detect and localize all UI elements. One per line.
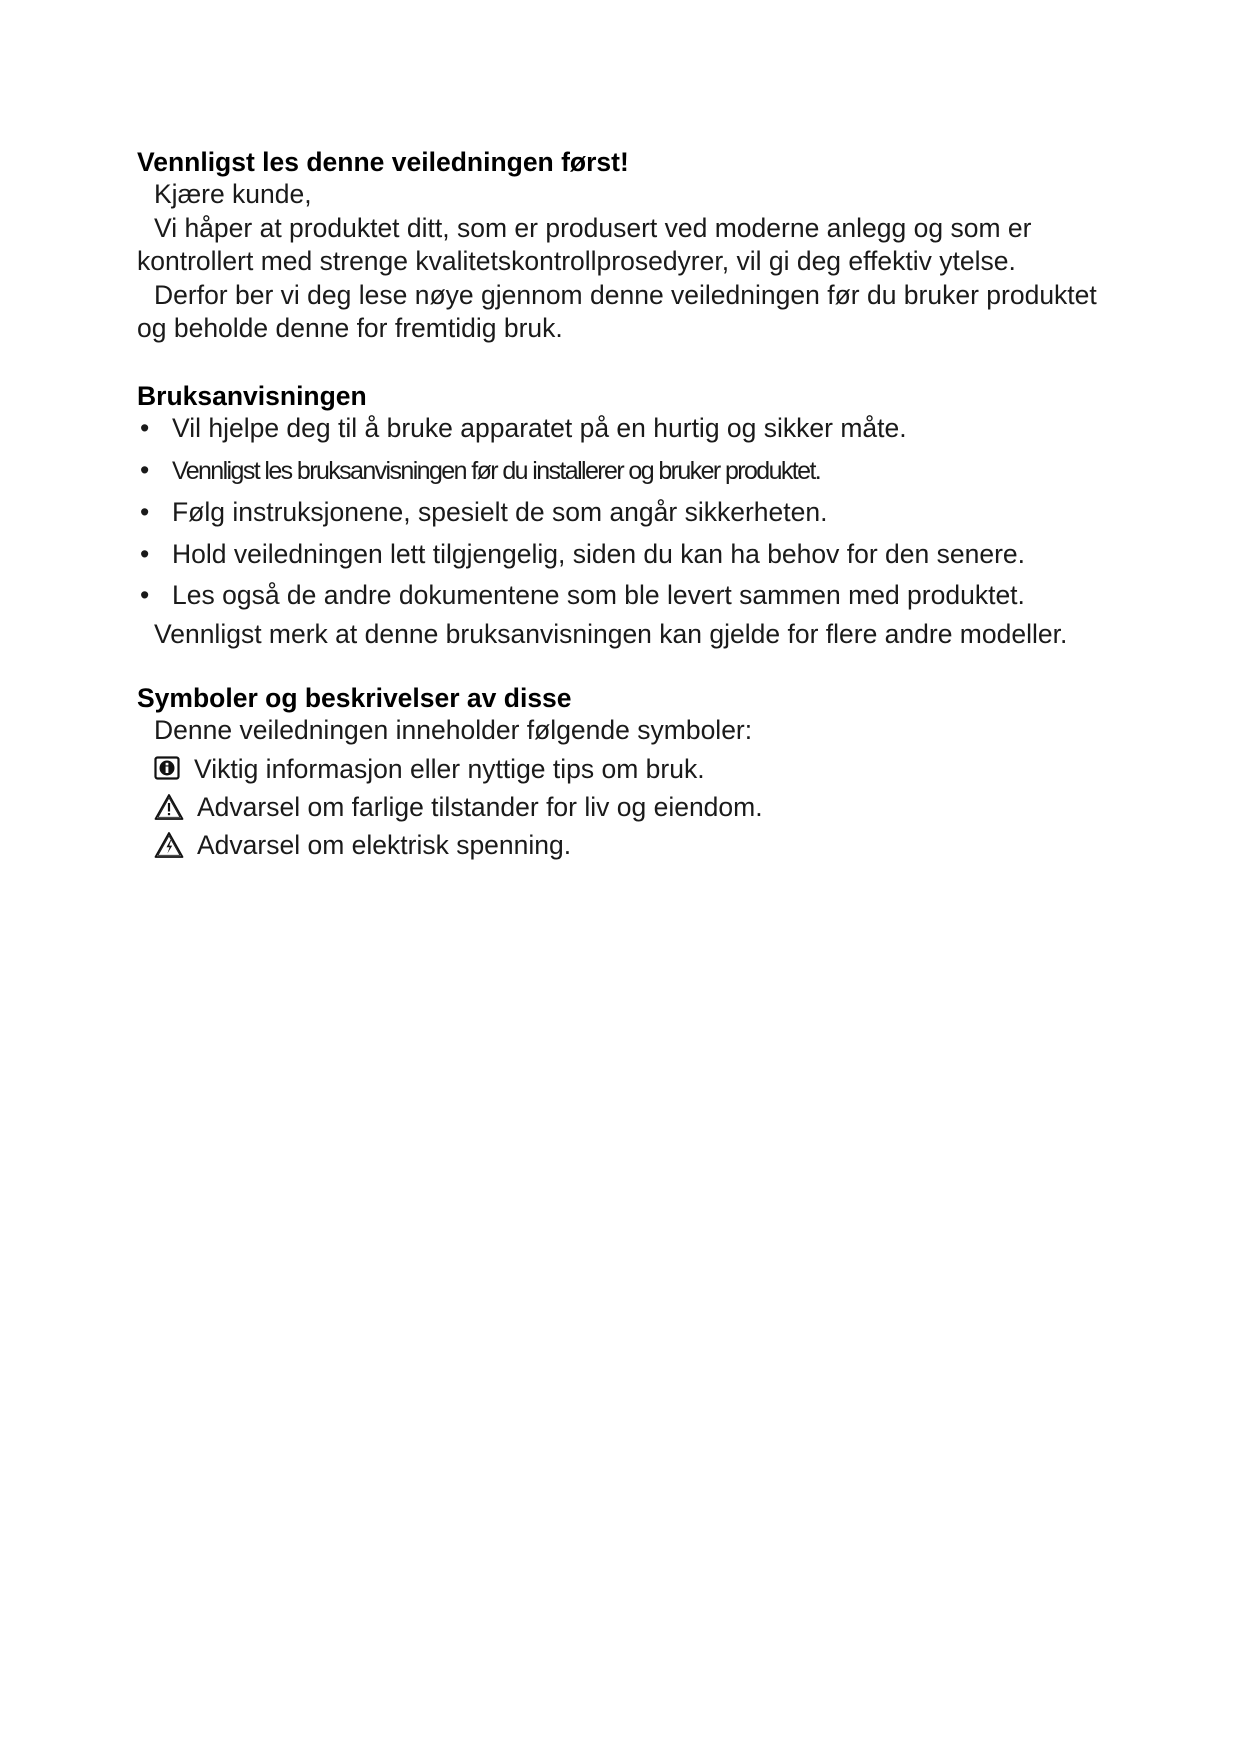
info-icon bbox=[154, 755, 184, 783]
greeting: Kjære kunde, bbox=[154, 179, 312, 209]
bullet-icon: • bbox=[140, 538, 150, 569]
bullet-icon: • bbox=[140, 454, 150, 485]
intro-title: Vennligst les denne veiledningen først! bbox=[137, 147, 629, 177]
bullet-icon: • bbox=[140, 580, 150, 610]
symbol-text: Advarsel om farlige tilstander for liv og eiendom. bbox=[197, 791, 763, 822]
intro-paragraph-1-line-1: Vi håper at produktet ditt, som er produsert ved moderne anlegg og som er bbox=[154, 212, 1032, 243]
intro-section bbox=[137, 146, 1127, 346]
symbol-row-warning bbox=[137, 791, 1127, 824]
symbol-text: Viktig informasjon eller nyttige tips om bruk. bbox=[194, 753, 705, 784]
bullet-icon: • bbox=[140, 413, 150, 443]
bullet-icon: • bbox=[140, 497, 150, 527]
list-item-text: Vennligst les bruksanvisningen før du installerer og bruker produktet. bbox=[172, 456, 821, 485]
electric-warning-icon bbox=[154, 831, 184, 859]
list-item-text: Følg instruksjonene, spesielt de som angår sikkerheten. bbox=[172, 497, 828, 527]
symbols-title: Symboler og beskrivelser av disse bbox=[137, 683, 572, 713]
symbol-row-info bbox=[137, 753, 1127, 786]
manual-bullet-list bbox=[137, 412, 1127, 612]
list-item-text: Vil hjelpe deg til å bruke apparatet på en hurtig og sikker måte. bbox=[172, 413, 907, 443]
list-item bbox=[137, 496, 1127, 529]
symbol-row-electric bbox=[137, 829, 1127, 862]
intro-paragraph-2-line-1: Derfor ber vi deg lese nøye gjennom denne veiledningen før du bruker produktet bbox=[154, 279, 1097, 310]
list-item-text: Hold veiledningen lett tilgjengelig, siden du kan ha behov for den senere. bbox=[172, 538, 1026, 569]
warning-triangle-icon bbox=[154, 793, 184, 821]
symbol-text: Advarsel om elektrisk spenning. bbox=[197, 829, 572, 860]
list-item bbox=[137, 454, 1127, 488]
symbols-intro: Denne veiledningen inneholder følgende symboler: bbox=[154, 715, 753, 745]
list-item bbox=[137, 538, 1127, 571]
manual-section bbox=[137, 380, 1127, 677]
symbols-section bbox=[137, 682, 1127, 862]
list-item-text: Les også de andre dokumentene som ble levert sammen med produktet. bbox=[172, 580, 1025, 610]
list-item bbox=[137, 579, 1127, 612]
list-item bbox=[137, 412, 1127, 445]
intro-paragraph-1-line-2: kontrollert med strenge kvalitetskontrollprosedyrer, vil gi deg effektiv ytelse. bbox=[137, 246, 1016, 276]
manual-note: Vennligst merk at denne bruksanvisningen kan gjelde for flere andre modeller. bbox=[154, 618, 1068, 649]
intro-paragraph-2-line-2: og beholde denne for fremtidig bruk. bbox=[137, 313, 563, 343]
manual-title: Bruksanvisningen bbox=[137, 381, 367, 411]
